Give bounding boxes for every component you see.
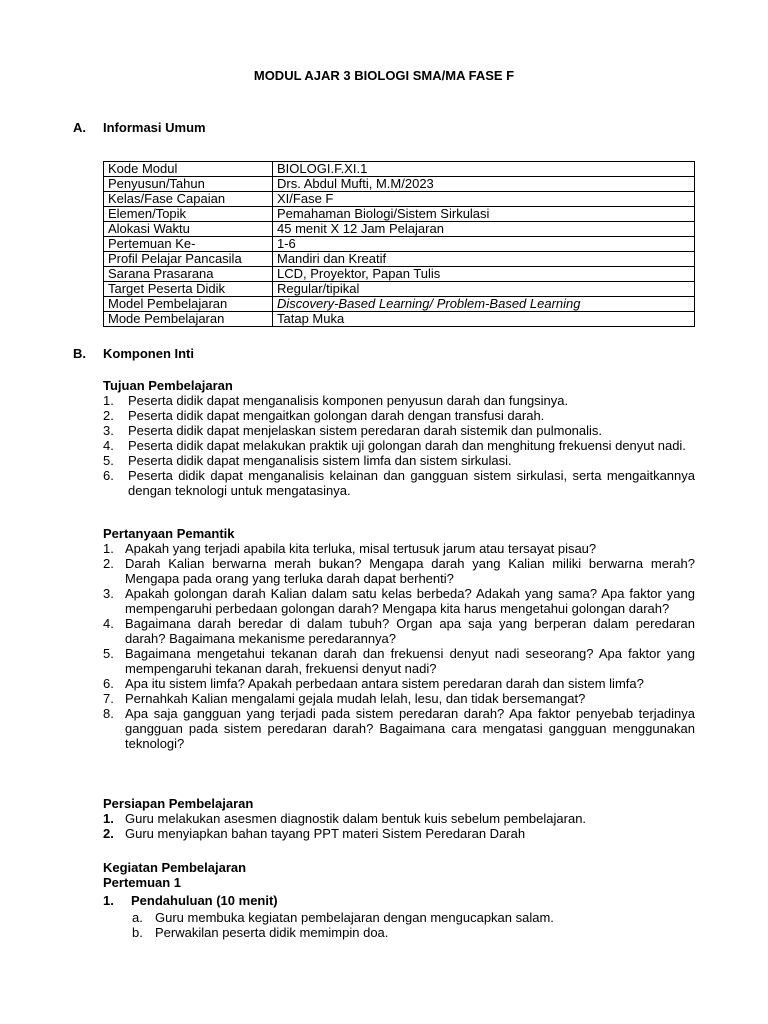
kegiatan-item-text: Guru membuka kegiatan pembelajaran dengan mengucapkan salam.	[155, 910, 554, 925]
info-key: Pertemuan Ke-	[104, 237, 273, 252]
persiapan-item	[103, 826, 695, 841]
pertanyaan-item-text: Apakah yang terjadi apabila kita terluka, misal tertusuk jarum atau tersayat pisau?	[125, 541, 597, 556]
pertanyaan-item	[103, 556, 695, 586]
info-row	[104, 162, 695, 177]
section-a-letter: A.	[73, 120, 86, 135]
tujuan-item	[103, 468, 695, 498]
kegiatan-meeting: Pertemuan 1	[103, 875, 182, 890]
info-key: Alokasi Waktu	[104, 222, 273, 237]
tujuan-list	[103, 393, 695, 498]
info-key: Penyusun/Tahun	[104, 177, 273, 192]
pertanyaan-block	[103, 526, 695, 751]
kegiatan-item	[103, 925, 695, 940]
persiapan-item-text: Guru menyiapkan bahan tayang PPT materi Sistem Peredaran Darah	[125, 826, 526, 841]
info-row	[104, 252, 695, 267]
info-table	[103, 161, 695, 327]
info-value: Discovery-Based Learning/ Problem-Based Learning	[273, 297, 695, 312]
pertanyaan-item-text: Apakah golongan darah Kalian dalam satu kelas berbeda? Adakah yang sama? Apa faktor yang mempengaruhi perbedaan golongan darah? Mengapa kita harus mengetahui golongan darah?	[125, 586, 695, 616]
tujuan-item-text: Peserta didik dapat menganalisis kelainan dan gangguan sistem sirkulasi, serta mengaitkannya dengan teknologi untuk mengatasinya.	[128, 468, 695, 498]
pertanyaan-item-num: 7.	[103, 691, 114, 706]
tujuan-item-num: 5.	[103, 453, 114, 468]
info-value: XI/Fase F	[273, 192, 695, 207]
info-value: Mandiri dan Kreatif	[273, 252, 695, 267]
info-row	[104, 297, 695, 312]
info-value: LCD, Proyektor, Papan Tulis	[273, 267, 695, 282]
pertanyaan-item-text: Bagaimana mengetahui tekanan darah dan frekuensi denyut nadi seseorang? Apa faktor yang mempengaruhi tekanan darah, frekuensi denyut nadi?	[125, 646, 695, 676]
pertanyaan-item	[103, 541, 695, 556]
kegiatan-item-num: b.	[132, 925, 143, 940]
persiapan-item-text: Guru melakukan asesmen diagnostik dalam bentuk kuis sebelum pembelajaran.	[125, 811, 587, 826]
tujuan-item-text: Peserta didik dapat mengaitkan golongan darah dengan transfusi darah.	[128, 408, 545, 423]
tujuan-item-num: 3.	[103, 423, 114, 438]
pertanyaan-item-text: Darah Kalian berwarna merah bukan? Mengapa darah yang Kalian miliki berwarna merah? Mengapa pada orang yang terluka darah dapat berhenti?	[125, 556, 695, 586]
kegiatan-step	[103, 893, 695, 908]
tujuan-item-text: Peserta didik dapat menganalisis komponen penyusun darah dan fungsinya.	[128, 393, 569, 408]
info-row	[104, 192, 695, 207]
pertanyaan-item	[103, 646, 695, 676]
info-row	[104, 222, 695, 237]
tujuan-item-text: Peserta didik dapat melakukan praktik uji golongan darah dan menghitung frekuensi denyut nadi.	[128, 438, 686, 453]
kegiatan-block	[103, 860, 695, 940]
info-row	[104, 177, 695, 192]
tujuan-item-num: 4.	[103, 438, 114, 453]
tujuan-item-text: Peserta didik dapat menjelaskan sistem peredaran darah sistemik dan pulmonalis.	[128, 423, 603, 438]
info-value: Tatap Muka	[273, 312, 695, 327]
kegiatan-item-num: a.	[132, 910, 143, 925]
kegiatan-item-text: Perwakilan peserta didik memimpin doa.	[155, 925, 389, 940]
pertanyaan-item-text: Pernahkah Kalian mengalami gejala mudah lelah, lesu, dan tidak bersemangat?	[125, 691, 586, 706]
document-title: MODUL AJAR 3 BIOLOGI SMA/MA FASE F	[253, 68, 515, 83]
info-row	[104, 282, 695, 297]
pertanyaan-item	[103, 676, 695, 691]
pertanyaan-item-num: 5.	[103, 646, 114, 661]
section-a-title: Informasi Umum	[103, 120, 206, 135]
pertanyaan-item	[103, 706, 695, 751]
tujuan-item	[103, 453, 695, 468]
tujuan-item	[103, 438, 695, 453]
persiapan-item	[103, 811, 695, 826]
pertanyaan-item-num: 8.	[103, 706, 114, 721]
pertanyaan-heading: Pertanyaan Pemantik	[103, 526, 235, 541]
tujuan-item-num: 1.	[103, 393, 114, 408]
kegiatan-heading: Kegiatan Pembelajaran	[103, 860, 247, 875]
tujuan-item-num: 6.	[103, 468, 114, 483]
pertanyaan-item-num: 1.	[103, 541, 114, 556]
info-value: Drs. Abdul Mufti, M.M/2023	[273, 177, 695, 192]
tujuan-item-num: 2.	[103, 408, 114, 423]
info-row	[104, 312, 695, 327]
info-value: 45 menit X 12 Jam Pelajaran	[273, 222, 695, 237]
info-key: Mode Pembelajaran	[104, 312, 273, 327]
info-value: 1-6	[273, 237, 695, 252]
pertanyaan-item-num: 2.	[103, 556, 114, 571]
kegiatan-list	[103, 910, 695, 940]
kegiatan-item	[103, 910, 695, 925]
tujuan-item	[103, 393, 695, 408]
persiapan-block	[103, 796, 695, 841]
tujuan-block	[103, 378, 695, 498]
info-key: Kode Modul	[104, 162, 273, 177]
pertanyaan-list	[103, 541, 695, 751]
section-b-letter: B.	[73, 346, 86, 361]
kegiatan-step-num: 1.	[103, 893, 114, 908]
pertanyaan-item-text: Bagaimana darah beredar di dalam tubuh? Organ apa saja yang berperan dalam peredaran darah? Bagaimana mekanisme peredarannya?	[125, 616, 695, 646]
section-b-title: Komponen Inti	[103, 346, 194, 361]
tujuan-item	[103, 423, 695, 438]
info-value: Regular/tipikal	[273, 282, 695, 297]
info-value: Pemahaman Biologi/Sistem Sirkulasi	[273, 207, 695, 222]
pertanyaan-item	[103, 616, 695, 646]
persiapan-item-num: 1.	[103, 811, 114, 826]
info-key: Model Pembelajaran	[104, 297, 273, 312]
tujuan-item-text: Peserta didik dapat menganalisis sistem limfa dan sistem sirkulasi.	[128, 453, 512, 468]
pertanyaan-item-num: 4.	[103, 616, 114, 631]
pertanyaan-item-text: Apa itu sistem limfa? Apakah perbedaan antara sistem peredaran darah dan sistem limfa?	[125, 676, 644, 691]
section-a-heading	[73, 120, 206, 135]
pertanyaan-item-num: 6.	[103, 676, 114, 691]
info-key: Profil Pelajar Pancasila	[104, 252, 273, 267]
info-key: Sarana Prasarana	[104, 267, 273, 282]
info-row	[104, 237, 695, 252]
pertanyaan-item-text: Apa saja gangguan yang terjadi pada sistem peredaran darah? Apa faktor penyebab terjadinya gangguan pada sistem peredaran darah? Bagaimana cara mengatasi gangguan menggunakan teknologi?	[125, 706, 695, 751]
info-key: Target Peserta Didik	[104, 282, 273, 297]
info-key: Elemen/Topik	[104, 207, 273, 222]
section-b-heading	[73, 346, 194, 361]
pertanyaan-item	[103, 586, 695, 616]
info-row	[104, 207, 695, 222]
pertanyaan-item-num: 3.	[103, 586, 114, 601]
kegiatan-step-title: Pendahuluan (10 menit)	[131, 893, 278, 908]
info-key: Kelas/Fase Capaian	[104, 192, 273, 207]
pertanyaan-item	[103, 691, 695, 706]
persiapan-heading: Persiapan Pembelajaran	[103, 796, 254, 811]
info-value: BIOLOGI.F.XI.1	[273, 162, 695, 177]
persiapan-list	[103, 811, 695, 841]
info-row	[104, 267, 695, 282]
persiapan-item-num: 2.	[103, 826, 114, 841]
tujuan-item	[103, 408, 695, 423]
tujuan-heading: Tujuan Pembelajaran	[103, 378, 233, 393]
